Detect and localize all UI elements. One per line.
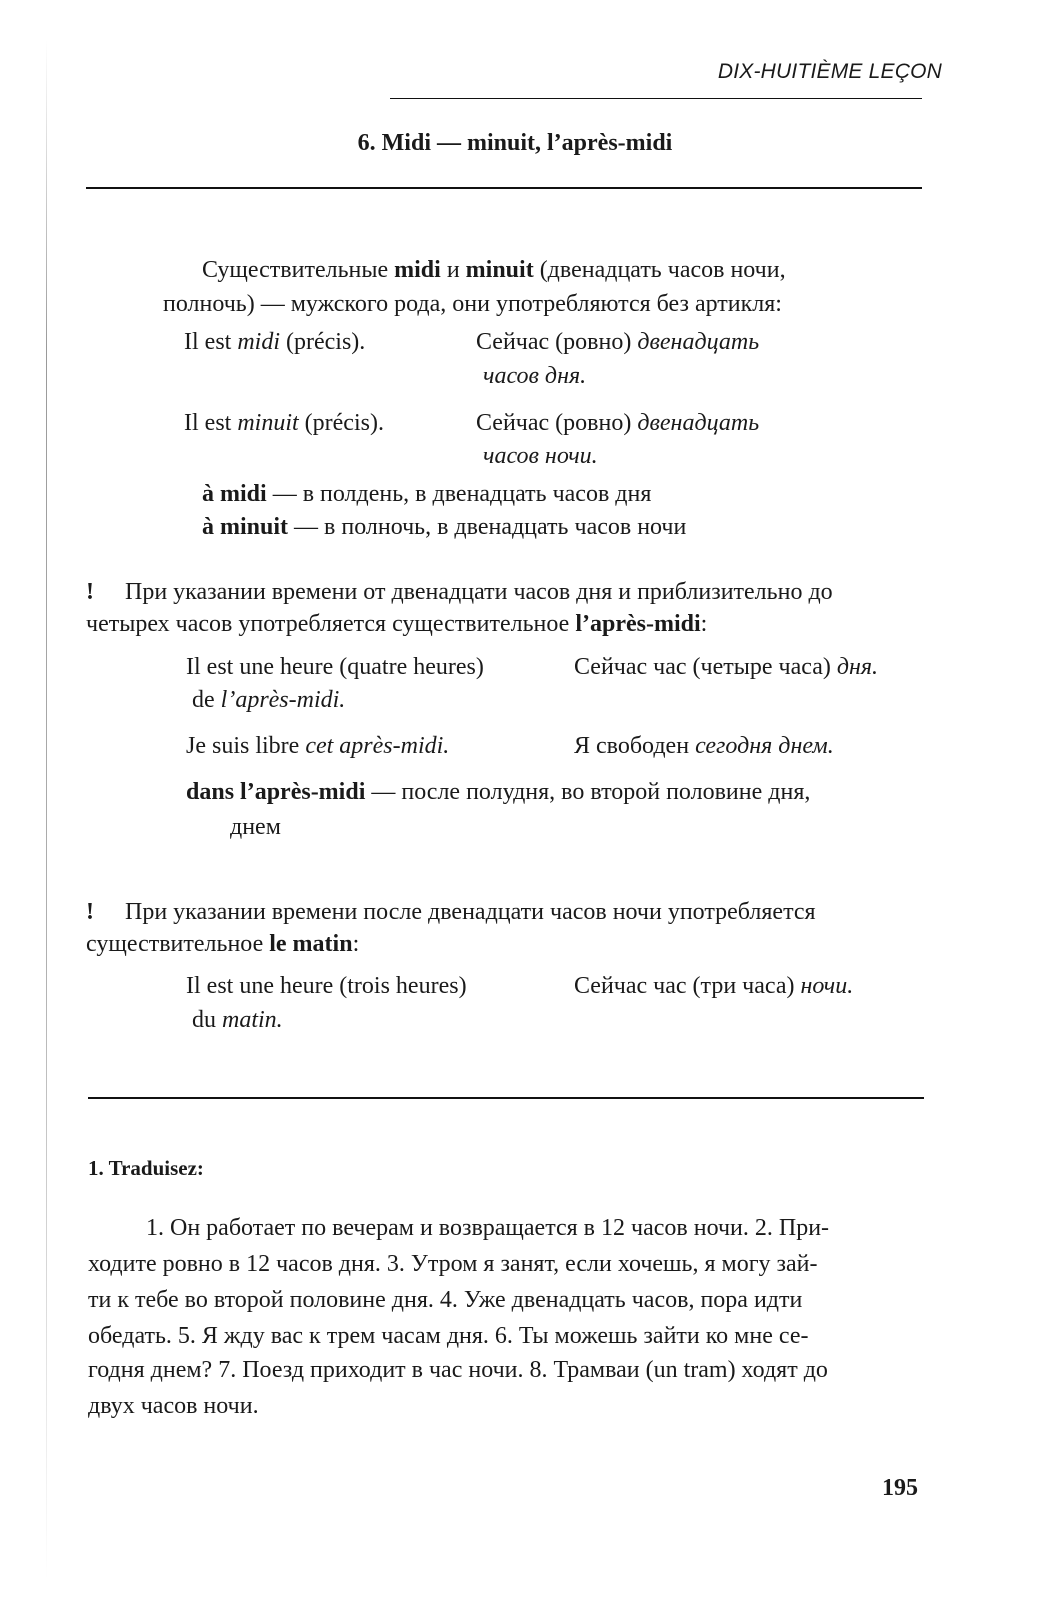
note2-line-2: существительное le matin: bbox=[86, 931, 360, 957]
example-minuit-fr: Il est minuit (précis). bbox=[184, 410, 384, 436]
note2-mark: ! bbox=[86, 899, 94, 925]
note1-line-2: четырех часов употребляется существительное l’après-midi: bbox=[86, 611, 708, 637]
page-number: 195 bbox=[882, 1475, 918, 1501]
exercise-line-1: 1. Он работает по вечерам и возвращается в 12 часов ночи. 2. При- bbox=[146, 1215, 830, 1241]
section-top-rule bbox=[86, 187, 922, 189]
note1-mark: ! bbox=[86, 579, 94, 605]
exercise-line-6: двух часов ночи. bbox=[88, 1393, 259, 1419]
example-apm1-fr-cont: de l’après-midi. bbox=[192, 687, 346, 713]
section-title: 6. Midi — minuit, l’après-midi bbox=[357, 130, 673, 156]
example-midi-ru: Сейчас (ровно) двенадцать bbox=[476, 329, 760, 355]
exercise-line-4: обедать. 5. Я жду вас к трем часам дня. 6. Ты можешь зайти ко мне се- bbox=[88, 1323, 809, 1349]
example-apm2-fr: Je suis libre cet après-midi. bbox=[186, 733, 450, 759]
example-minuit-ru: Сейчас (ровно) двенадцать bbox=[476, 410, 760, 436]
exercise-line-5: годня днем? 7. Поезд приходит в час ночи. 8. Трамваи (un tram) ходят до bbox=[88, 1357, 828, 1383]
note2-line-1: При указании времени после двенадцати часов ночи употребляется bbox=[125, 899, 816, 925]
header-rule bbox=[390, 98, 922, 99]
running-header: DIX-HUITIÈME LEÇON bbox=[717, 60, 942, 83]
exercise-line-3: ти к тебе во второй половине дня. 4. Уже двенадцать часов, пора идти bbox=[88, 1287, 803, 1313]
exercise-line-2: ходите ровно в 12 часов дня. 3. Утром я занят, если хочешь, я могу зай- bbox=[88, 1251, 818, 1277]
phrase-a-minuit: à minuit — в полночь, в двенадцать часов ночи bbox=[202, 514, 687, 540]
example-matin-fr: Il est une heure (trois heures) bbox=[186, 973, 467, 999]
example-apm1-fr: Il est une heure (quatre heures) bbox=[186, 654, 484, 680]
phrase-dans-lapres-midi: dans l’après-midi — после полудня, во второй половине дня, bbox=[186, 779, 811, 805]
example-midi-fr: Il est midi (précis). bbox=[184, 329, 366, 355]
note1-line-1: При указании времени от двенадцати часов дня и приблизительно до bbox=[125, 579, 833, 605]
example-matin-ru: Сейчас час (три часа) ночи. bbox=[574, 973, 854, 999]
phrase-dans-lapres-midi-cont: днем bbox=[230, 814, 281, 840]
exercise-title: 1. Traduisez: bbox=[88, 1156, 204, 1180]
example-midi-ru-cont: часов дня. bbox=[483, 363, 587, 389]
intro-line-2: полночь) — мужского рода, они употребляются без артикля: bbox=[163, 291, 782, 317]
example-matin-fr-cont: du matin. bbox=[192, 1007, 283, 1033]
phrase-a-midi: à midi — в полдень, в двенадцать часов дня bbox=[202, 481, 652, 507]
example-apm2-ru: Я свободен сегодня днем. bbox=[574, 733, 834, 759]
example-minuit-ru-cont: часов ночи. bbox=[483, 443, 598, 469]
section-bottom-rule bbox=[88, 1097, 924, 1099]
intro-line-1: Существительные midi и minuit (двенадцать часов ночи, bbox=[202, 257, 786, 283]
binding-shadow bbox=[46, 40, 47, 1580]
example-apm1-ru: Сейчас час (четыре часа) дня. bbox=[574, 654, 879, 680]
